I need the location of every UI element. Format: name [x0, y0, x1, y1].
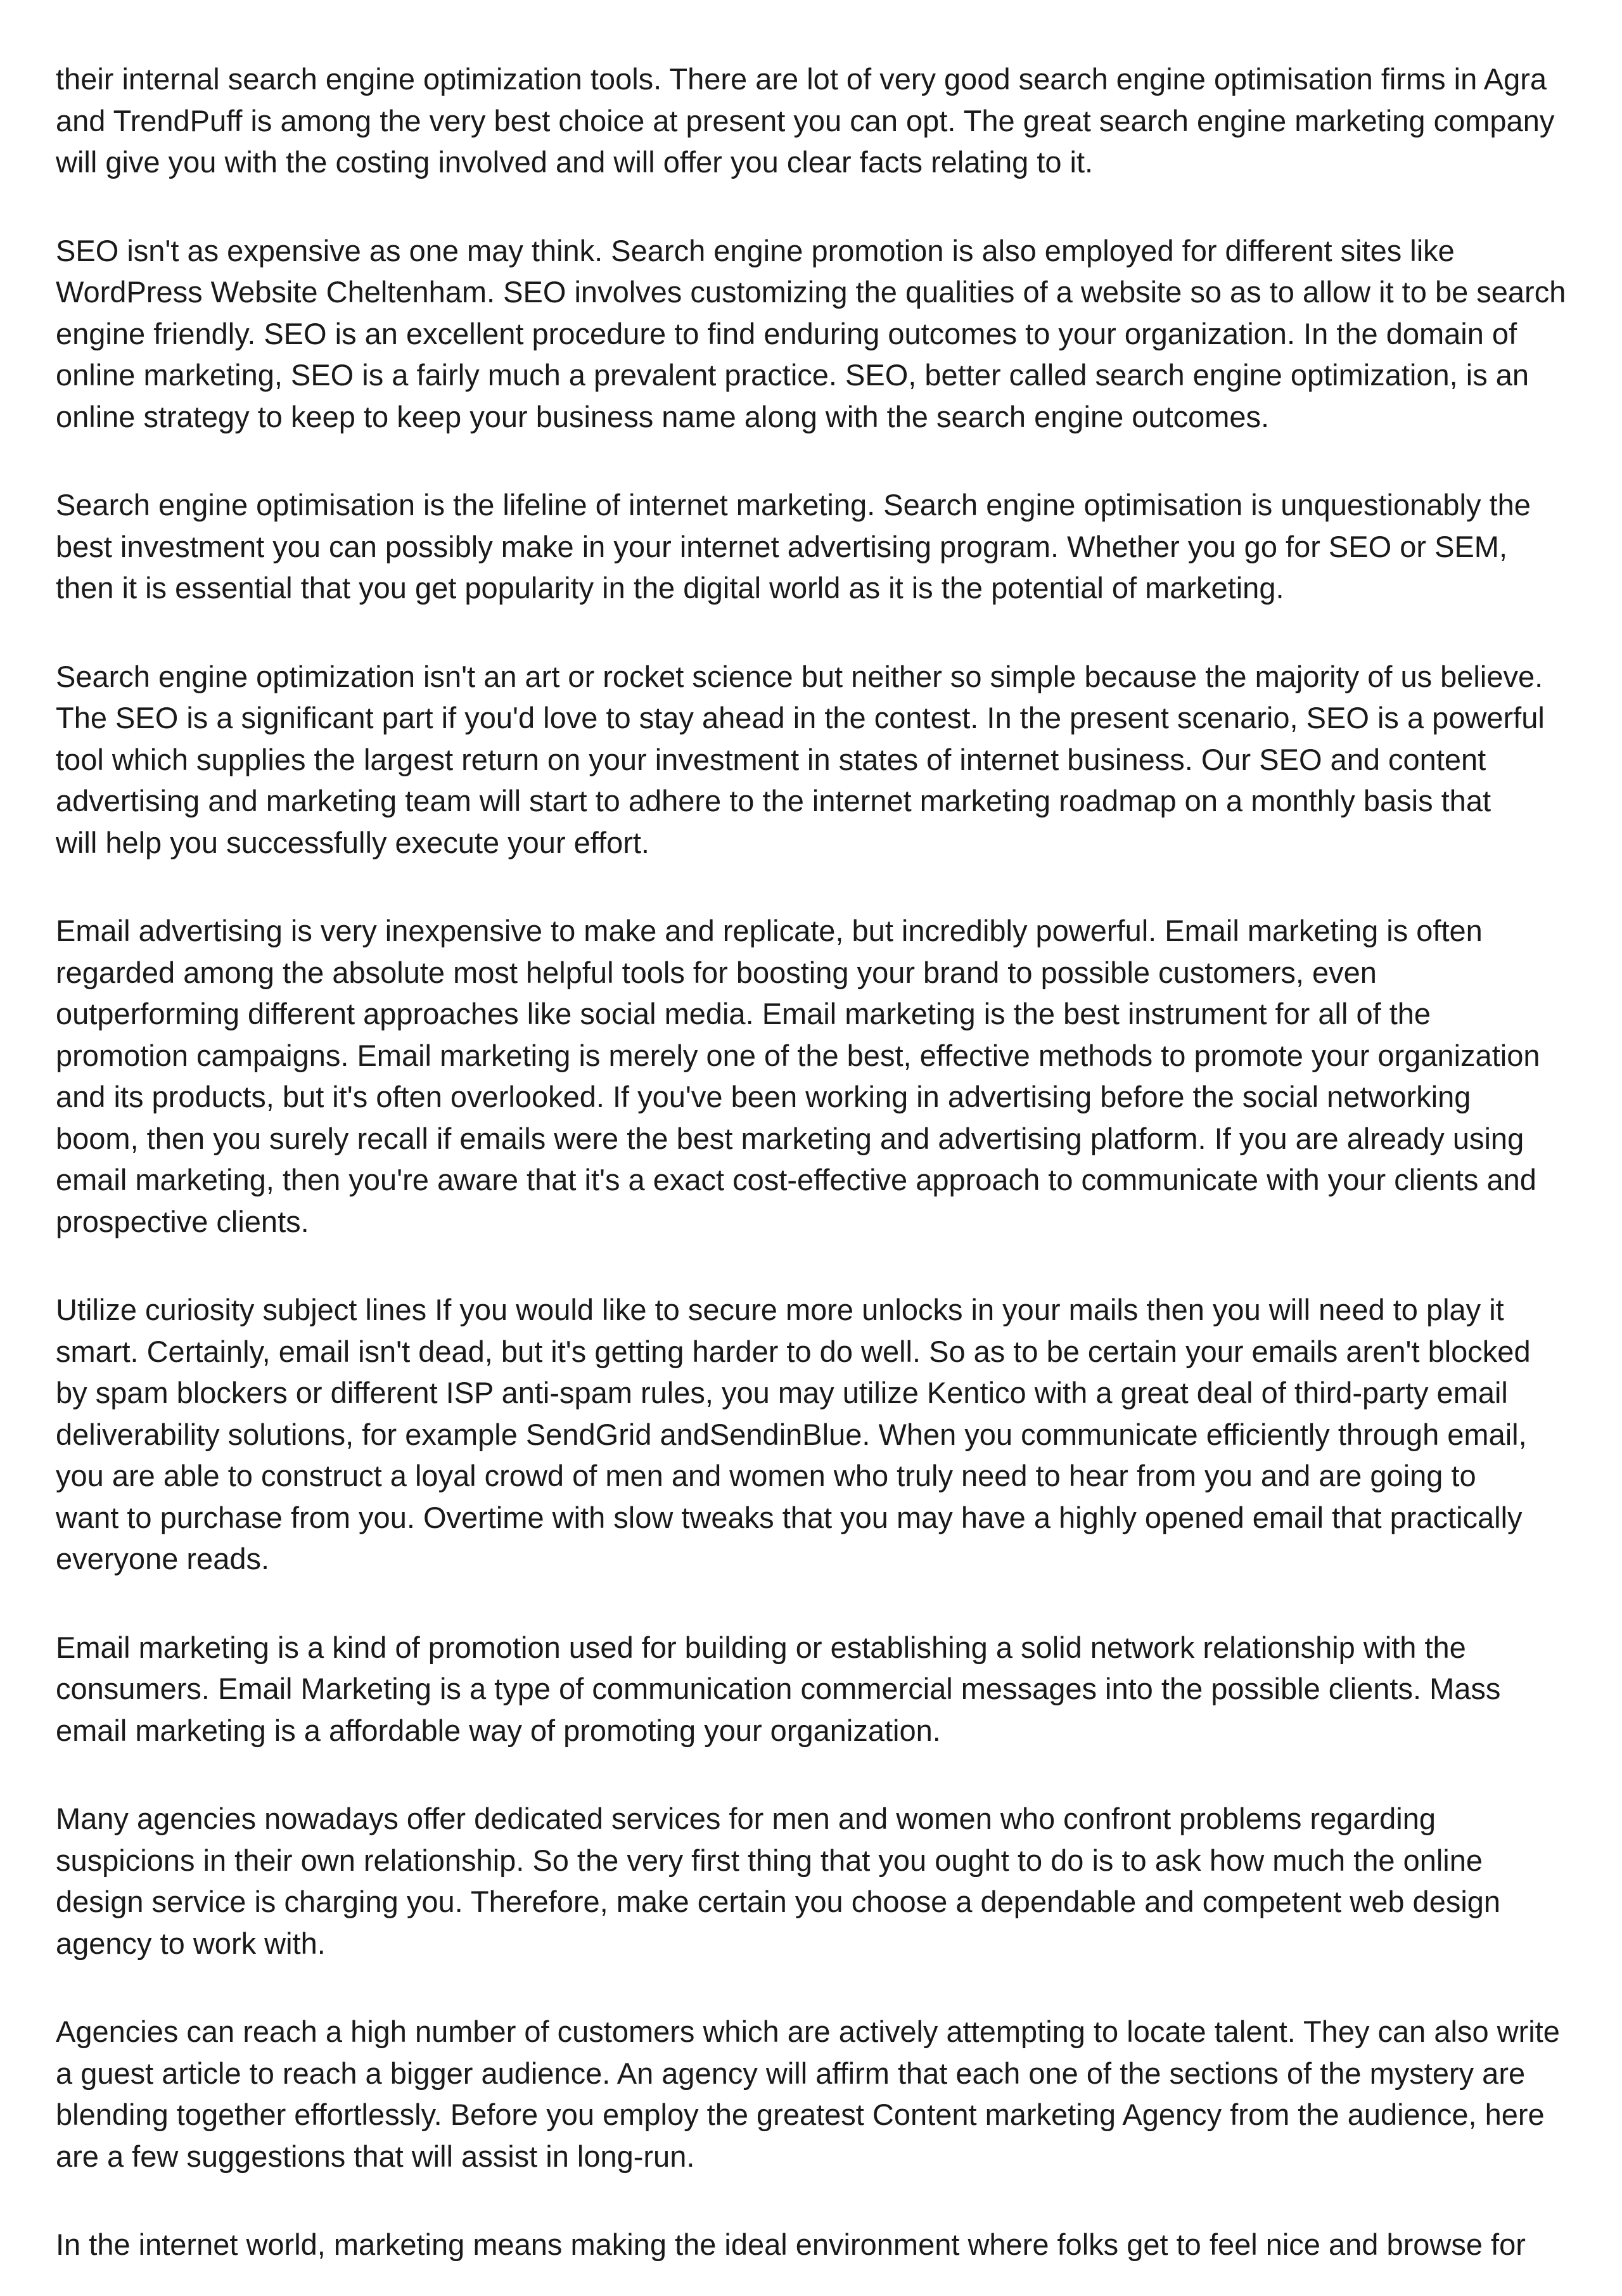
- text-line: you are able to construct a loyal crowd of men and women who truly need to hear from you and are going to: [56, 1459, 1476, 1492]
- text-line: In the internet world, marketing means making the ideal environment where folks get to feel nice and browse for: [56, 2228, 1526, 2261]
- text-line: Email marketing is a kind of promotion used for building or establishing a solid network relationship with the: [56, 1630, 1466, 1664]
- text-line: tool which supplies the largest return on your investment in states of internet business. Our SEO and content: [56, 742, 1486, 776]
- paragraph: [56, 484, 1584, 609]
- text-line: WordPress Website Cheltenham. SEO involves customizing the qualities of a website so as to allow it to be search: [56, 275, 1566, 309]
- paragraph: [56, 1627, 1584, 1752]
- text-line: engine friendly. SEO is an excellent procedure to find enduring outcomes to your organization. In the domain of: [56, 316, 1517, 350]
- text-line: regarded among the absolute most helpful tools for boosting your brand to possible customers, even: [56, 955, 1377, 989]
- text-line: suspicions in their own relationship. So the very first thing that you ought to do is to ask how much the online: [56, 1843, 1483, 1877]
- text-line: outperforming different approaches like social media. Email marketing is the best instrument for all of the: [56, 997, 1431, 1030]
- text-line: email marketing, then you're aware that it's a exact cost-effective approach to communicate with your clients and: [56, 1163, 1536, 1196]
- paragraph: [56, 1289, 1584, 1580]
- text-line: their internal search engine optimization tools. There are lot of very good search engine optimisation firms in Agra: [56, 62, 1547, 96]
- paragraph: [56, 2224, 1584, 2266]
- text-line: Many agencies nowadays offer dedicated services for men and women who confront problems regarding: [56, 1802, 1436, 1835]
- paragraph: [56, 2011, 1584, 2177]
- text-line: Utilize curiosity subject lines If you would like to secure more unlocks in your mails then you will need to play it: [56, 1293, 1504, 1326]
- text-line: will give you with the costing involved and will offer you clear facts relating to it.: [56, 145, 1094, 179]
- text-line: best investment you can possibly make in your internet advertising program. Whether you go for SEO or SEM,: [56, 529, 1507, 563]
- text-line: then it is essential that you get popularity in the digital world as it is the potential of marketing.: [56, 571, 1284, 605]
- paragraph: [56, 1798, 1584, 1964]
- text-line: agency to work with.: [56, 1926, 326, 1960]
- text-line: online strategy to keep to keep your business name along with the search engine outcomes.: [56, 399, 1270, 433]
- text-line: smart. Certainly, email isn't dead, but it's getting harder to do well. So as to be certain your emails aren't blocked: [56, 1334, 1531, 1368]
- text-line: and its products, but it's often overlooked. If you've been working in advertising before the social networking: [56, 1080, 1471, 1113]
- text-line: a guest article to reach a bigger audience. An agency will affirm that each one of the sections of the mystery are: [56, 2056, 1526, 2090]
- text-line: boom, then you surely recall if emails were the best marketing and advertising platform. If you are already using: [56, 1121, 1524, 1155]
- text-line: email marketing is a affordable way of promoting your organization.: [56, 1713, 941, 1747]
- text-line: Search engine optimisation is the lifeline of internet marketing. Search engine optimisation is unquestionably the: [56, 488, 1531, 522]
- text-line: deliverability solutions, for example SendGrid andSendinBlue. When you communicate efficiently through email,: [56, 1417, 1527, 1451]
- text-line: SEO isn't as expensive as one may think. Search engine promotion is also employed for different sites like: [56, 233, 1455, 267]
- paragraph: [56, 230, 1584, 438]
- text-line: Email advertising is very inexpensive to make and replicate, but incredibly powerful. Email marketing is often: [56, 914, 1483, 947]
- text-line: want to purchase from you. Overtime with slow tweaks that you may have a highly opened email that practically: [56, 1500, 1523, 1534]
- text-line: advertising and marketing team will start to adhere to the internet marketing roadmap on a monthly basis that: [56, 784, 1491, 818]
- document-body: [56, 58, 1584, 2266]
- paragraph: [56, 58, 1584, 183]
- text-line: design service is charging you. Therefore, make certain you choose a dependable and competent web design: [56, 1885, 1501, 1918]
- text-line: and TrendPuff is among the very best choice at present you can opt. The great search engine marketing company: [56, 103, 1555, 138]
- text-line: prospective clients.: [56, 1204, 309, 1238]
- text-line: The SEO is a significant part if you'd love to stay ahead in the contest. In the present scenario, SEO is a powerful: [56, 701, 1545, 734]
- text-line: consumers. Email Marketing is a type of communication commercial messages into the possible clients. Mass: [56, 1672, 1501, 1705]
- text-line: blending together effortlessly. Before you employ the greatest Content marketing Agency from the audience, here: [56, 2098, 1545, 2131]
- text-line: Agencies can reach a high number of customers which are actively attempting to locate talent. They can also write: [56, 2015, 1560, 2048]
- text-line: online marketing, SEO is a fairly much a prevalent practice. SEO, better called search engine optimization, is an: [56, 358, 1529, 392]
- text-line: everyone reads.: [56, 1542, 270, 1575]
- text-line: by spam blockers or different ISP anti-spam rules, you may utilize Kentico with a great deal of third-party email: [56, 1376, 1508, 1409]
- paragraph: [56, 910, 1584, 1242]
- paragraph: [56, 656, 1584, 864]
- text-line: promotion campaigns. Email marketing is merely one of the best, effective methods to promote your organization: [56, 1038, 1540, 1072]
- text-line: will help you successfully execute your effort.: [56, 825, 649, 859]
- text-line: Search engine optimization isn't an art or rocket science but neither so simple because the majority of us believe.: [56, 659, 1543, 693]
- text-line: are a few suggestions that will assist in long-run.: [56, 2139, 695, 2173]
